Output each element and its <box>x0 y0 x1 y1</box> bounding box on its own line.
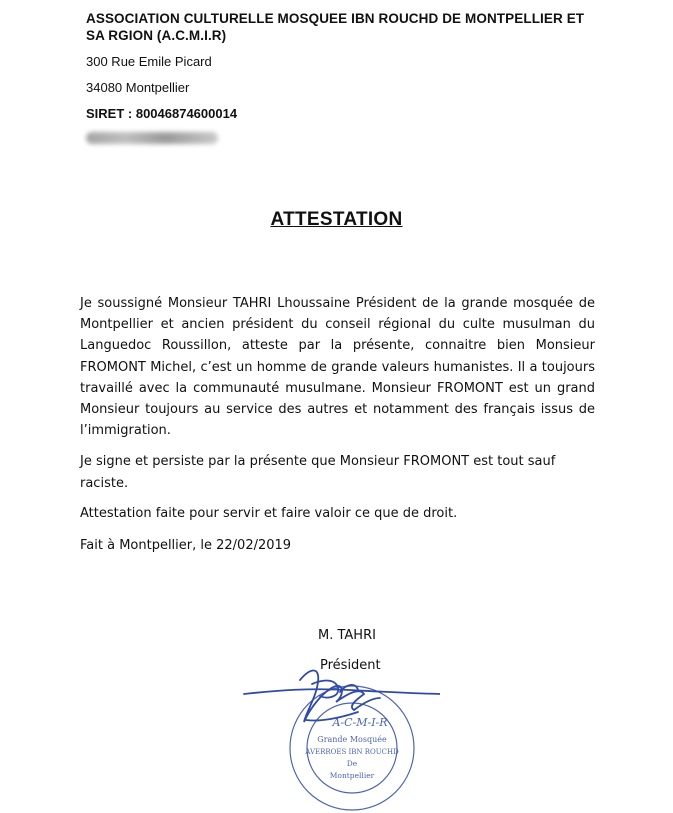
place-and-date: Fait à Montpellier, le 22/02/2019 <box>80 538 292 553</box>
document-title: ATTESTATION <box>270 209 403 230</box>
stamp-ring-text: A-C-M-I-R <box>332 716 388 729</box>
city-line: 34080 Montpellier <box>86 80 190 95</box>
redacted-line <box>86 132 218 144</box>
signatory-role: Président <box>320 658 381 673</box>
attestation-body <box>80 293 595 524</box>
letterhead <box>86 10 606 144</box>
stamp-line-1: Grande Mosquée <box>317 735 387 744</box>
paragraph-closing: Attestation faite pour servir et faire valoir ce que de droit. <box>80 505 458 521</box>
stamp-line-2: AVERROES IBN ROUCHD <box>305 748 399 756</box>
stamp-line-4: Montpellier <box>329 771 375 780</box>
address-line: 300 Rue Emile Picard <box>86 54 212 69</box>
official-stamp <box>240 660 440 813</box>
handwritten-signature <box>244 671 440 723</box>
paragraph-main: Je soussigné Monsieur TAHRI Lhoussaine Président de la grande mosquée de Montpellier et ancien président du conseil régional du culte musulman du Languedoc Roussillon, atteste par la présente, connaitre bien Monsieur FROMONT Michel, c’est un homme de grande valeurs humanistes. Il a toujours travaillé avec la communauté musulmane. Monsieur FROMONT est un grand Monsieur toujours au service des autres et notamment des français issus de l’immigration. <box>80 296 595 439</box>
paragraph-declaration: Je signe et persiste par la présente que Monsieur FROMONT est tout sauf raciste. <box>80 454 556 491</box>
stamp-line-3: De <box>346 759 358 768</box>
siret-number: SIRET : 80046874600014 <box>86 106 238 121</box>
signatory-name: M. TAHRI <box>318 628 376 643</box>
organization-name: ASSOCIATION CULTURELLE MOSQUEE IBN ROUCHD DE MONTPELLIER ET SA RGION (A.C.M.I.R) <box>86 11 585 43</box>
